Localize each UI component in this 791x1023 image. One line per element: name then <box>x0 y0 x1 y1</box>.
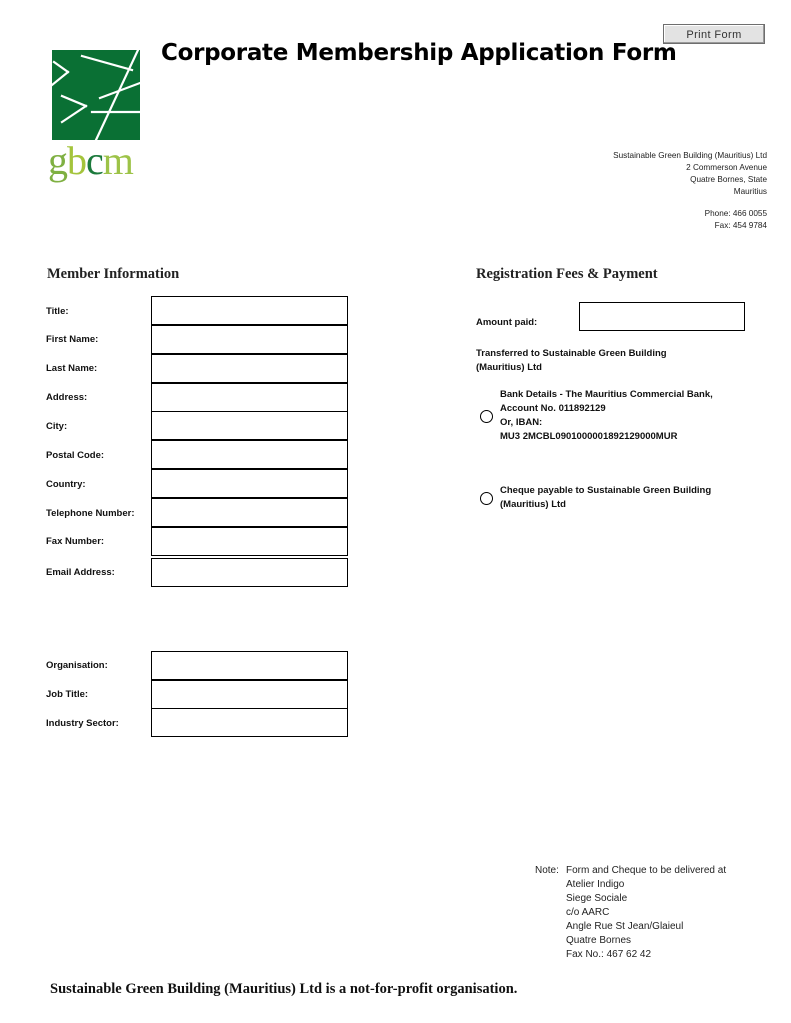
city-field[interactable] <box>151 411 348 440</box>
transfer-line: Transferred to Sustainable Green Building <box>476 348 667 359</box>
job-title-field[interactable] <box>151 680 348 709</box>
fax-number-field[interactable] <box>151 527 348 556</box>
delivery-note <box>535 864 726 962</box>
bank-line: MU3 2MCBL0901000001892129000MUR <box>500 431 678 442</box>
member-info-heading: Member Information <box>47 266 180 282</box>
note-line: Atelier Indigo <box>566 879 625 890</box>
bank-details-text <box>500 388 713 444</box>
logo-letter: b <box>67 138 86 183</box>
company-fax: Fax: 454 9784 <box>714 221 767 230</box>
country-label: Country: <box>46 479 86 490</box>
amount-paid-field[interactable] <box>579 302 745 331</box>
logo-wordmark <box>48 139 148 183</box>
cheque-line: Cheque payable to Sustainable Green Building <box>500 485 712 496</box>
company-line: 2 Commerson Avenue <box>686 163 767 172</box>
first-name-label: First Name: <box>46 334 99 345</box>
note-line: Fax No.: 467 62 42 <box>566 949 652 960</box>
telephone-field[interactable] <box>151 498 348 527</box>
last-name-field[interactable] <box>151 354 348 383</box>
print-form-button[interactable]: Print Form <box>663 24 765 44</box>
telephone-label: Telephone Number: <box>46 508 135 519</box>
company-line: Sustainable Green Building (Mauritius) Ltd <box>613 151 767 160</box>
company-address <box>613 150 767 232</box>
page-title: Corporate Membership Application Form <box>161 40 677 66</box>
email-field[interactable] <box>151 558 348 587</box>
industry-sector-label: Industry Sector: <box>46 718 119 729</box>
note-line: Form and Cheque to be delivered at <box>566 865 727 876</box>
logo-letter: g <box>48 138 67 183</box>
organisation-label: Organisation: <box>46 660 108 671</box>
transfer-text <box>476 347 667 375</box>
transfer-line: (Mauritius) Ltd <box>476 362 542 373</box>
leaf-logo-icon <box>52 50 140 140</box>
company-line: Quatre Bornes, State <box>690 175 767 184</box>
payment-heading: Registration Fees & Payment <box>476 266 658 282</box>
country-field[interactable] <box>151 469 348 498</box>
note-line: Siege Sociale <box>566 893 628 904</box>
cheque-text <box>500 484 711 512</box>
fax-number-label: Fax Number: <box>46 536 105 547</box>
postal-code-field[interactable] <box>151 440 348 469</box>
logo-letter: m <box>102 138 133 183</box>
last-name-label: Last Name: <box>46 363 98 374</box>
address-label: Address: <box>46 392 88 403</box>
email-label: Email Address: <box>46 567 115 578</box>
bank-line: Or, IBAN: <box>500 417 543 428</box>
title-label: Title: <box>46 306 69 317</box>
cheque-line: (Mauritius) Ltd <box>500 499 566 510</box>
city-label: City: <box>46 421 68 432</box>
address-field[interactable] <box>151 383 348 412</box>
company-phone: Phone: 466 0055 <box>704 209 767 218</box>
company-line: Mauritius <box>733 187 767 196</box>
bank-transfer-radio[interactable] <box>480 410 493 423</box>
logo-letter: c <box>86 138 103 183</box>
bank-line: Account No. 011892129 <box>500 403 606 414</box>
note-line: Quatre Bornes <box>566 935 632 946</box>
bank-line: Bank Details - The Mauritius Commercial Bank, <box>500 389 713 400</box>
job-title-label: Job Title: <box>46 689 89 700</box>
first-name-field[interactable] <box>151 325 348 354</box>
gbcm-logo <box>48 47 148 187</box>
organisation-field[interactable] <box>151 651 348 680</box>
title-field[interactable] <box>151 296 348 325</box>
industry-sector-field[interactable] <box>151 708 348 737</box>
postal-code-label: Postal Code: <box>46 450 105 461</box>
amount-paid-label: Amount paid: <box>476 317 538 328</box>
cheque-radio[interactable] <box>480 492 493 505</box>
footer-statement: Sustainable Green Building (Mauritius) Ltd is a not-for-profit organisation. <box>50 981 518 997</box>
note-line: c/o AARC <box>566 907 610 918</box>
note-prefix: Note: <box>535 865 559 876</box>
note-line: Angle Rue St Jean/Glaieul <box>566 921 684 932</box>
